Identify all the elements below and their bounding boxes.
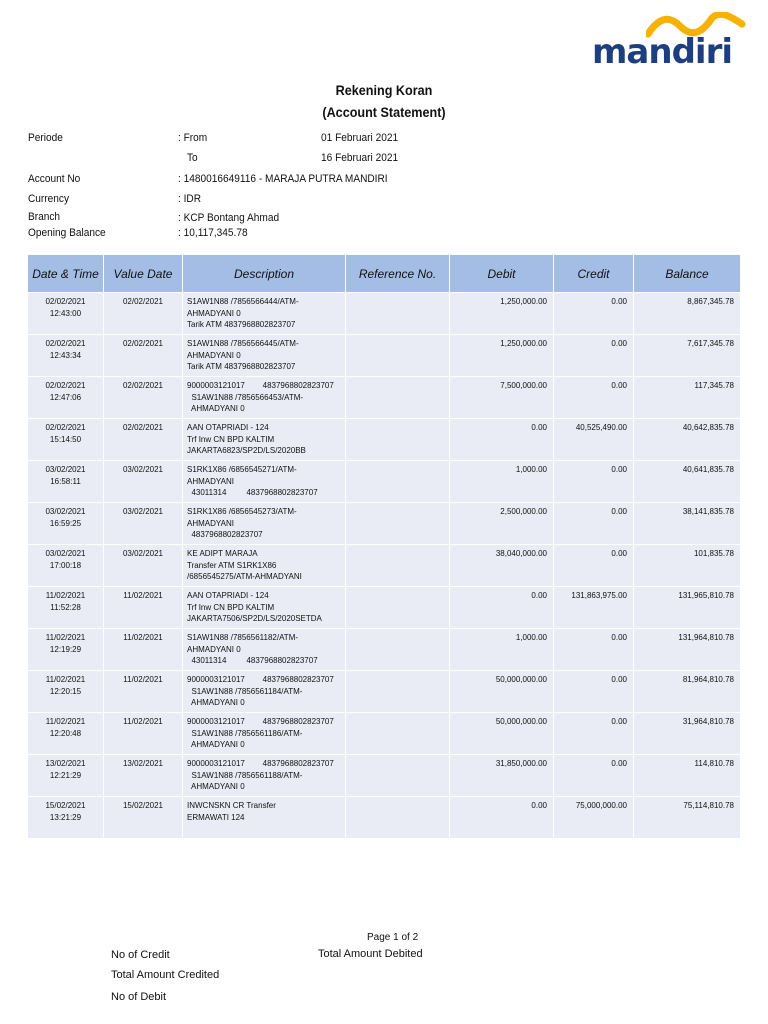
table-row [28,377,741,419]
cell-reference [346,587,450,629]
table-row [28,545,741,587]
cell-date-time: 15/02/2021 13:21:29 [28,797,104,839]
table-row [28,419,741,461]
table-row [28,713,741,755]
table-row [28,293,741,335]
cell-credit: 40,525,490.00 [554,419,634,461]
page-number: Page 1 of 2 [367,932,419,943]
total-debited-label: Total Amount Debited [318,948,423,960]
to-value: 16 Februari 2021 [321,152,399,164]
table-row [28,797,741,839]
cell-debit: 31,850,000.00 [450,755,554,797]
col-header-description: Description [183,255,346,293]
cell-date-time: 02/02/2021 12:47:06 [28,377,104,419]
cell-balance: 40,641,835.78 [634,461,741,503]
cell-debit: 7,500,000.00 [450,377,554,419]
no-of-credit-label: No of Credit [111,949,170,961]
cell-reference [346,335,450,377]
cell-value-date: 11/02/2021 [104,629,183,671]
cell-value-date: 11/02/2021 [104,713,183,755]
table-row [28,755,741,797]
cell-balance: 114,810.78 [634,755,741,797]
cell-reference [346,377,450,419]
cell-debit: 1,250,000.00 [450,335,554,377]
cell-credit: 0.00 [554,671,634,713]
cell-value-date: 03/02/2021 [104,461,183,503]
cell-description: S1RK1X86 /6856545271/ATM- AHMADYANI 43011314 4837968802823707 [183,461,346,503]
cell-balance: 131,965,810.78 [634,587,741,629]
cell-balance: 31,964,810.78 [634,713,741,755]
cell-balance: 40,642,835.78 [634,419,741,461]
cell-credit: 0.00 [554,377,634,419]
cell-credit: 0.00 [554,335,634,377]
cell-value-date: 03/02/2021 [104,545,183,587]
logo-text: mandiri [592,32,732,72]
cell-credit: 0.00 [554,545,634,587]
to-label: To [187,152,198,164]
cell-description: S1AW1N88 /7856566445/ATM- AHMADYANI 0 Tarik ATM 4837968802823707 [183,335,346,377]
cell-value-date: 03/02/2021 [104,503,183,545]
cell-reference [346,419,450,461]
cell-debit: 50,000,000.00 [450,671,554,713]
cell-value-date: 02/02/2021 [104,419,183,461]
total-credited-label: Total Amount Credited [111,969,220,981]
cell-credit: 75,000,000.00 [554,797,634,839]
cell-credit: 0.00 [554,629,634,671]
cell-description: 9000003121017 4837968802823707 S1AW1N88 /7856561186/ATM- AHMADYANI 0 [183,713,346,755]
cell-debit: 0.00 [450,419,554,461]
statement-title: Rekening Koran [335,82,433,98]
cell-value-date: 15/02/2021 [104,797,183,839]
table-row [28,671,741,713]
cell-balance: 101,835.78 [634,545,741,587]
cell-description: S1AW1N88 /7856566444/ATM- AHMADYANI 0 Tarik ATM 4837968802823707 [183,293,346,335]
branch-label: Branch [28,211,61,223]
cell-reference [346,755,450,797]
col-header-reference: Reference No. [346,255,450,293]
cell-reference [346,797,450,839]
table-row [28,461,741,503]
col-header-debit: Debit [450,255,554,293]
cell-date-time: 11/02/2021 12:20:15 [28,671,104,713]
currency-value: : IDR [178,193,202,205]
account-value: : 1480016649116 - MARAJA PUTRA MANDIRI [178,173,388,185]
cell-credit: 0.00 [554,755,634,797]
cell-credit: 0.00 [554,293,634,335]
col-header-balance: Balance [634,255,741,293]
cell-reference [346,461,450,503]
cell-description: INWCNSKN CR Transfer ERMAWATI 124 [183,797,346,839]
account-label: Account No [28,173,81,185]
bank-logo [590,12,750,72]
cell-description: KE ADIPT MARAJA Transfer ATM S1RK1X86 /6856545275/ATM-AHMADYANI [183,545,346,587]
from-label: : From [178,132,208,144]
cell-balance: 75,114,810.78 [634,797,741,839]
cell-date-time: 02/02/2021 12:43:00 [28,293,104,335]
cell-credit: 0.00 [554,461,634,503]
col-header-credit: Credit [554,255,634,293]
cell-balance: 131,964,810.78 [634,629,741,671]
cell-date-time: 11/02/2021 11:52:28 [28,587,104,629]
cell-debit: 38,040,000.00 [450,545,554,587]
cell-value-date: 11/02/2021 [104,671,183,713]
cell-debit: 1,250,000.00 [450,293,554,335]
cell-date-time: 02/02/2021 12:43:34 [28,335,104,377]
cell-description: AAN OTAPRIADI - 124 Trf Inw CN BPD KALTIM JAKARTA7506/SP2D/LS/2020SETDA [183,587,346,629]
cell-date-time: 03/02/2021 16:58:11 [28,461,104,503]
cell-description: S1AW1N88 /7856561182/ATM- AHMADYANI 0 43011314 4837968802823707 [183,629,346,671]
cell-balance: 117,345.78 [634,377,741,419]
from-value: 01 Februari 2021 [321,132,399,144]
col-header-date-time: Date & Time [28,255,104,293]
cell-date-time: 11/02/2021 12:19:29 [28,629,104,671]
cell-date-time: 03/02/2021 16:59:25 [28,503,104,545]
currency-label: Currency [28,193,70,205]
cell-debit: 0.00 [450,797,554,839]
cell-description: 9000003121017 4837968802823707 S1AW1N88 /7856566453/ATM- AHMADYANI 0 [183,377,346,419]
table-row [28,587,741,629]
cell-balance: 38,141,835.78 [634,503,741,545]
cell-reference [346,629,450,671]
cell-value-date: 11/02/2021 [104,587,183,629]
cell-debit: 2,500,000.00 [450,503,554,545]
cell-value-date: 13/02/2021 [104,755,183,797]
table-row [28,503,741,545]
cell-debit: 1,000.00 [450,461,554,503]
cell-description: S1RK1X86 /6856545273/ATM- AHMADYANI 4837968802823707 [183,503,346,545]
branch-value: : KCP Bontang Ahmad [178,212,280,224]
table-row [28,629,741,671]
cell-debit: 1,000.00 [450,629,554,671]
cell-date-time: 11/02/2021 12:20:48 [28,713,104,755]
cell-date-time: 13/02/2021 12:21:29 [28,755,104,797]
cell-balance: 7,617,345.78 [634,335,741,377]
cell-description: 9000003121017 4837968802823707 S1AW1N88 /7856561184/ATM- AHMADYANI 0 [183,671,346,713]
cell-date-time: 03/02/2021 17:00:18 [28,545,104,587]
cell-balance: 8,867,345.78 [634,293,741,335]
opening-balance-label: Opening Balance [28,227,106,239]
statement-subtitle: (Account Statement) [322,104,446,120]
table-row [28,335,741,377]
table-header-row [28,255,741,293]
cell-reference [346,713,450,755]
cell-date-time: 02/02/2021 15:14:50 [28,419,104,461]
periode-label: Periode [28,132,63,144]
cell-balance: 81,964,810.78 [634,671,741,713]
opening-balance-value: : 10,117,345.78 [178,227,248,239]
cell-value-date: 02/02/2021 [104,293,183,335]
cell-reference [346,293,450,335]
cell-credit: 0.00 [554,503,634,545]
cell-value-date: 02/02/2021 [104,335,183,377]
cell-credit: 131,863,975.00 [554,587,634,629]
cell-description: AAN OTAPRIADI - 124 Trf Inw CN BPD KALTIM JAKARTA6823/SP2D/LS/2020BB [183,419,346,461]
cell-credit: 0.00 [554,713,634,755]
cell-reference [346,545,450,587]
no-of-debit-label: No of Debit [111,991,167,1003]
cell-value-date: 02/02/2021 [104,377,183,419]
cell-debit: 0.00 [450,587,554,629]
col-header-value-date: Value Date [104,255,183,293]
cell-reference [346,671,450,713]
cell-reference [346,503,450,545]
cell-description: 9000003121017 4837968802823707 S1AW1N88 /7856561188/ATM- AHMADYANI 0 [183,755,346,797]
transactions-table [27,254,741,839]
cell-debit: 50,000,000.00 [450,713,554,755]
